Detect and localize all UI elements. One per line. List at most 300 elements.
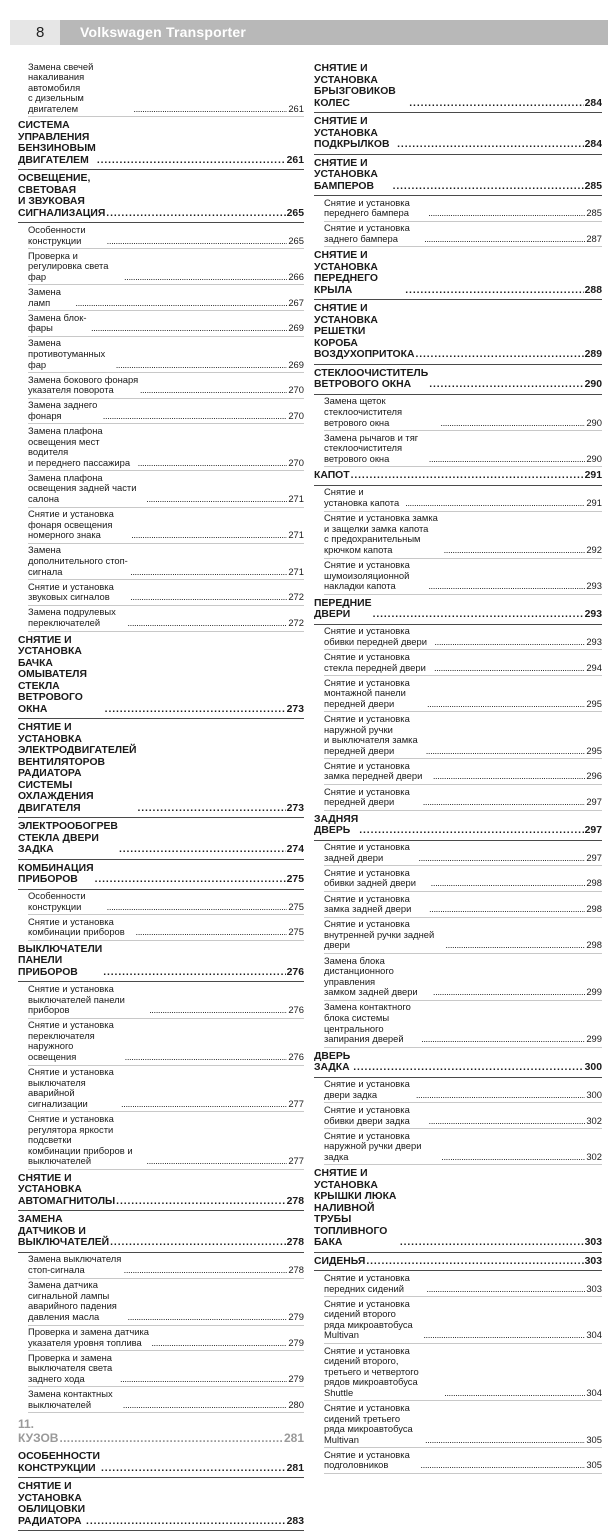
toc-entry-page: 303 bbox=[586, 1282, 602, 1294]
toc-right-column bbox=[314, 60, 602, 1474]
toc-section bbox=[18, 1451, 304, 1478]
dot-leader bbox=[420, 1460, 585, 1471]
toc-entry-title: Снятие и установка подголовников bbox=[324, 1448, 410, 1471]
toc-entry-page: 295 bbox=[586, 697, 602, 709]
dot-leader bbox=[105, 704, 286, 716]
toc-entry-page: 265 bbox=[288, 234, 304, 246]
dot-leader bbox=[421, 1034, 585, 1045]
toc-entry-title: Проверка и замена выключателя света заднего хода bbox=[28, 1351, 113, 1384]
dot-leader bbox=[91, 323, 287, 334]
dot-leader bbox=[393, 181, 584, 193]
toc-subentry bbox=[324, 1078, 602, 1104]
toc-subentry bbox=[28, 1351, 304, 1387]
toc-entry-page: 273 bbox=[286, 802, 304, 814]
dot-leader bbox=[124, 1265, 288, 1276]
toc-entry-title: Замена плафона освещения задней части салона bbox=[28, 471, 137, 505]
dot-leader bbox=[424, 234, 585, 245]
toc-entry-title: СНЯТИЕ И УСТАНОВКА ЭЛЕКТРОДВИГАТЕЛЕЙ ВЕНТИЛЯТОРОВ РАДИАТОРА СИСТЕМЫ ОХЛАЖДЕНИЯ ДВИГАТЕЛЯ bbox=[18, 722, 137, 814]
dot-leader bbox=[351, 470, 584, 482]
toc-subentry bbox=[324, 196, 602, 222]
toc-subentry bbox=[324, 222, 602, 248]
toc-entry-page: 277 bbox=[288, 1097, 304, 1109]
toc-entry-title: 11. КУЗОВ bbox=[18, 1417, 59, 1446]
dot-leader bbox=[140, 385, 288, 396]
toc-entry-page: 290 bbox=[584, 379, 602, 391]
toc-entry-title: Снятие и установка стекла передней двери bbox=[324, 650, 426, 673]
toc-entry-page: 296 bbox=[586, 770, 602, 782]
toc-subentry bbox=[324, 625, 602, 651]
toc-entry-title: СТЕКЛООЧИСТИТЕЛЬ ВЕТРОВОГО ОКНА bbox=[314, 367, 429, 391]
toc-entry-page: 274 bbox=[286, 844, 304, 856]
toc-entry-title: Замена блок-фары bbox=[28, 311, 87, 334]
toc-entry-page: 303 bbox=[584, 1237, 602, 1249]
toc-entry-title: Замена контактных выключателей bbox=[28, 1387, 113, 1410]
toc-section bbox=[18, 722, 304, 818]
toc-entry-page: 270 bbox=[288, 456, 304, 468]
toc-subentry bbox=[324, 1344, 602, 1401]
toc-subentry bbox=[28, 373, 304, 399]
toc-entry-page: 276 bbox=[288, 1004, 304, 1016]
toc-entry-title: СНЯТИЕ И УСТАНОВКА КРЫШКИ ЛЮКА НАЛИВНОЙ ТРУБЫ ТОПЛИВНОГО БАКА bbox=[314, 1168, 397, 1249]
toc-entry-title: Снятие и установка звуковых сигналов bbox=[28, 580, 114, 603]
toc-entry-title: Снятие и установка переднего бампера bbox=[324, 196, 410, 219]
dot-leader bbox=[409, 98, 583, 110]
toc-subentry bbox=[28, 890, 304, 916]
toc-section bbox=[18, 863, 304, 890]
toc-entry-page: 273 bbox=[286, 703, 304, 715]
toc-entry-page: 297 bbox=[586, 851, 602, 863]
toc-entry-page: 261 bbox=[288, 102, 304, 114]
dot-leader bbox=[397, 139, 584, 151]
dot-leader bbox=[151, 1338, 287, 1349]
toc-entry-title: Снятие и установка выключателей панели приборов bbox=[28, 982, 125, 1016]
toc-subentry bbox=[28, 508, 304, 544]
toc-entry-title: Снятие и установка наружной ручки двери задка bbox=[324, 1129, 422, 1162]
dot-leader bbox=[103, 967, 285, 979]
dot-leader bbox=[146, 1156, 287, 1167]
dot-leader bbox=[116, 1196, 285, 1208]
toc-subentry bbox=[28, 1066, 304, 1113]
dot-leader bbox=[429, 379, 583, 391]
toc-entry-page: 287 bbox=[586, 232, 602, 244]
dot-leader bbox=[434, 637, 585, 648]
toc-subentry bbox=[324, 841, 602, 867]
toc-entry-title: СИДЕНЬЯ bbox=[314, 1255, 366, 1267]
toc-entry-title: Замена рычагов и тяг стеклоочистителя ветрового окна bbox=[324, 431, 419, 464]
toc-subentry bbox=[28, 606, 304, 632]
toc-entry-page: 271 bbox=[288, 565, 304, 577]
toc-section bbox=[314, 814, 602, 841]
toc-subentry bbox=[324, 1271, 602, 1297]
toc-entry-title: Снятие и установка замка задней двери bbox=[324, 892, 412, 915]
dot-leader bbox=[405, 498, 585, 509]
toc-section bbox=[314, 470, 602, 486]
dot-leader bbox=[359, 825, 583, 837]
toc-entry-title: Снятие и установка наружной ручки и выключателя замка передней двери bbox=[324, 712, 418, 756]
toc-entry-page: 271 bbox=[288, 529, 304, 541]
dot-leader bbox=[120, 1374, 287, 1385]
toc-entry-title: ЗАДНЯЯ ДВЕРЬ bbox=[314, 813, 359, 837]
toc-entry-page: 303 bbox=[584, 1255, 602, 1267]
dot-leader bbox=[97, 155, 286, 167]
toc-section bbox=[314, 1051, 602, 1078]
toc-entry-page: 281 bbox=[286, 1462, 304, 1474]
toc-entry-page: 295 bbox=[586, 744, 602, 756]
toc-entry-page: 289 bbox=[584, 349, 602, 361]
toc-entry-page: 288 bbox=[584, 284, 602, 296]
toc-entry-title: СНЯТИЕ И УСТАНОВКА ОБЛИЦОВКИ РАДИАТОРА bbox=[18, 1481, 86, 1527]
toc-section bbox=[18, 821, 304, 860]
toc-entry-page: 305 bbox=[586, 1433, 602, 1445]
toc-entry-page: 279 bbox=[288, 1372, 304, 1384]
dot-leader bbox=[429, 904, 585, 915]
toc-subentry bbox=[28, 1253, 304, 1279]
dot-leader bbox=[441, 1152, 585, 1163]
toc-subentry bbox=[324, 759, 602, 785]
toc-entry-page: 281 bbox=[283, 1431, 304, 1446]
dot-leader bbox=[75, 298, 287, 309]
dot-leader bbox=[146, 494, 287, 505]
toc-entry-title: Снятие и установка замка передней двери bbox=[324, 759, 423, 782]
toc-entry-title: Замена плафона освещения мест водителя и переднего пассажира bbox=[28, 424, 131, 468]
page-header bbox=[10, 20, 608, 45]
toc-entry-page: 279 bbox=[288, 1336, 304, 1348]
toc-entry-title: ДВЕРЬ ЗАДКА bbox=[314, 1050, 351, 1074]
toc-entry-page: 293 bbox=[584, 609, 602, 621]
toc-subentry bbox=[324, 866, 602, 892]
toc-entry-title: Особенности конструкции bbox=[28, 890, 86, 912]
dot-leader bbox=[124, 272, 287, 283]
toc-section bbox=[18, 944, 304, 983]
toc-entry-title: СНЯТИЕ И УСТАНОВКА АВТОМАГНИТОЛЫ bbox=[18, 1172, 116, 1207]
toc-subentry bbox=[324, 650, 602, 676]
toc-entry-title: Замена бокового фонаря указателя поворота bbox=[28, 373, 139, 396]
dot-leader bbox=[400, 1237, 584, 1249]
toc-section bbox=[314, 598, 602, 625]
toc-entry-page: 300 bbox=[586, 1088, 602, 1100]
dot-leader bbox=[131, 530, 287, 541]
toc-subentry bbox=[324, 512, 602, 559]
toc-subentry bbox=[324, 559, 602, 595]
toc-entry-title: Особенности конструкции bbox=[28, 223, 86, 246]
toc-section bbox=[314, 250, 602, 300]
toc-entry-title: Замена щеток стеклоочистителя ветрового окна bbox=[324, 395, 403, 428]
toc-entry-title: Снятие и установка комбинации приборов bbox=[28, 915, 125, 938]
toc-entry-page: 283 bbox=[286, 1515, 304, 1527]
toc-entry-title: Замена выключателя стоп-сигнала bbox=[28, 1253, 122, 1276]
toc-entry-title: ОСОБЕННОСТИ КОНСТРУКЦИИ bbox=[18, 1451, 100, 1474]
toc-subentry bbox=[324, 1129, 602, 1165]
dot-leader bbox=[123, 1400, 288, 1411]
toc-entry-page: 275 bbox=[288, 900, 304, 912]
dot-leader bbox=[86, 1516, 286, 1528]
toc-entry-page: 279 bbox=[288, 1310, 304, 1322]
dot-leader bbox=[427, 699, 585, 710]
toc-entry-page: 278 bbox=[286, 1237, 304, 1249]
dot-leader bbox=[423, 797, 586, 808]
toc-subentry bbox=[28, 311, 304, 337]
dot-leader bbox=[444, 1388, 585, 1399]
toc-entry-title: Снятие и установка двери задка bbox=[324, 1078, 410, 1100]
dot-leader bbox=[415, 349, 583, 361]
toc-entry-title: Замена контактного блока системы центрального запирания дверей bbox=[324, 1001, 411, 1045]
toc-entry-page: 269 bbox=[288, 322, 304, 334]
toc-entry-page: 269 bbox=[288, 358, 304, 370]
dot-leader bbox=[125, 1052, 288, 1063]
dot-leader bbox=[353, 1062, 583, 1074]
toc-entry-page: 297 bbox=[584, 825, 602, 837]
toc-entry-title: Снятие и установка обивки двери задка bbox=[324, 1103, 410, 1126]
toc-entry-title: Снятие и установка обивки передней двери bbox=[324, 625, 427, 647]
toc-entry-title: Замена свечей накаливания автомобиля с дизельным двигателем bbox=[28, 60, 94, 114]
toc-entry-page: 290 bbox=[586, 452, 602, 464]
dot-leader bbox=[428, 208, 585, 219]
dot-leader bbox=[130, 567, 287, 578]
toc-entry-page: 304 bbox=[586, 1386, 602, 1398]
toc-section bbox=[18, 1214, 304, 1253]
toc-entry-title: СНЯТИЕ И УСТАНОВКА ПОДКРЫЛКОВ bbox=[314, 116, 390, 150]
toc-subentry bbox=[324, 1401, 602, 1448]
dot-leader bbox=[429, 454, 586, 465]
toc-entry-title: Снятие и установка обивки задней двери bbox=[324, 866, 416, 889]
toc-entry-page: 276 bbox=[288, 1051, 304, 1062]
dot-leader bbox=[128, 1312, 288, 1323]
toc-section bbox=[314, 1256, 602, 1272]
toc-subentry bbox=[324, 431, 602, 467]
dot-leader bbox=[101, 1463, 286, 1475]
toc-subentry bbox=[28, 471, 304, 507]
dot-leader bbox=[373, 609, 584, 621]
toc-section bbox=[314, 116, 602, 155]
toc-entry-title: Замена датчика сигнальной лампы аварийного падения давления масла bbox=[28, 1279, 117, 1322]
toc-subentry bbox=[28, 544, 304, 580]
toc-entry-page: 284 bbox=[584, 139, 602, 150]
toc-entry-page: 291 bbox=[586, 497, 602, 509]
toc-subentry bbox=[324, 712, 602, 759]
toc-entry-title: Снятие и установка шумоизоляционной накладки капота bbox=[324, 559, 410, 592]
toc-entry-page: 278 bbox=[286, 1195, 304, 1207]
toc-left-column bbox=[18, 60, 304, 1531]
toc-entry-title: Снятие и установка передних сидений bbox=[324, 1271, 410, 1294]
dot-leader bbox=[106, 208, 285, 220]
toc-entry-page: 302 bbox=[586, 1114, 602, 1126]
toc-entry-title: Замена заднего фонаря bbox=[28, 399, 98, 421]
toc-entry-page: 280 bbox=[288, 1398, 304, 1410]
toc-section bbox=[18, 1173, 304, 1212]
toc-subentry bbox=[28, 1112, 304, 1169]
toc-entry-page: 302 bbox=[586, 1150, 602, 1162]
dot-leader bbox=[445, 940, 585, 951]
toc-entry-title: Снятие и установка замка и защелки замка капота с предохранительным крючком капота bbox=[324, 512, 438, 555]
dot-leader bbox=[405, 285, 583, 297]
book-title: Volkswagen Transporter bbox=[80, 24, 246, 40]
dot-leader bbox=[137, 803, 285, 815]
toc-section bbox=[18, 173, 304, 223]
toc-subentry bbox=[324, 676, 602, 712]
toc-entry-title: Снятие и установка монтажной панели передней двери bbox=[324, 676, 410, 709]
toc-entry-page: 305 bbox=[586, 1459, 602, 1471]
toc-entry-title: Снятие и установка фонаря освещения номерного знака bbox=[28, 508, 114, 541]
toc-entry-page: 298 bbox=[586, 939, 602, 951]
toc-entry-title: ЭЛЕКТРООБОГРЕВ СТЕКЛА ДВЕРИ ЗАДКА bbox=[18, 821, 118, 856]
toc-section bbox=[18, 1481, 304, 1531]
toc-entry-title: Замена блока дистанционного управления замком задней двери bbox=[324, 954, 418, 998]
toc-entry-title: Замена противотуманных фар bbox=[28, 337, 106, 370]
toc-subentry bbox=[28, 1387, 304, 1413]
toc-subentry bbox=[28, 1326, 304, 1352]
toc-entry-title: Замена подрулевых переключателей bbox=[28, 606, 116, 628]
toc-entry-page: 271 bbox=[288, 493, 304, 505]
toc-subentry bbox=[28, 1279, 304, 1326]
page-number: 8 bbox=[10, 20, 60, 45]
dot-leader bbox=[138, 458, 288, 469]
toc-entry-title: Снятие и установка передней двери bbox=[324, 785, 410, 808]
toc-subentry bbox=[324, 486, 602, 512]
toc-entry-page: 294 bbox=[586, 661, 602, 673]
toc-entry-title: СНЯТИЕ И УСТАНОВКА ПЕРЕДНЕГО КРЫЛА bbox=[314, 250, 378, 296]
toc-entry-page: 275 bbox=[288, 926, 304, 938]
toc-entry-page: 292 bbox=[586, 543, 602, 555]
dot-leader bbox=[418, 853, 585, 864]
toc-entry-title: ЗАМЕНА ДАТЧИКОВ И ВЫКЛЮЧАТЕЛЕЙ bbox=[18, 1214, 110, 1249]
toc-section bbox=[18, 635, 304, 720]
toc-subentry bbox=[324, 954, 602, 1001]
toc-entry-title: ВЫКЛЮЧАТЕЛИ ПАНЕЛИ ПРИБОРОВ bbox=[18, 943, 103, 978]
toc-entry-page: 275 bbox=[286, 874, 304, 886]
toc-entry-page: 304 bbox=[586, 1329, 602, 1341]
toc-entry-page: 290 bbox=[586, 416, 602, 428]
toc-entry-page: 291 bbox=[584, 470, 602, 482]
dot-leader bbox=[119, 844, 286, 856]
toc-subentry bbox=[28, 915, 304, 941]
toc-entry-page: 285 bbox=[586, 207, 602, 219]
toc-subentry bbox=[28, 285, 304, 311]
dot-leader bbox=[428, 581, 585, 592]
dot-leader bbox=[444, 545, 586, 556]
toc-subentry bbox=[28, 1019, 304, 1066]
toc-entry-title: Снятие и установка внутренней ручки задней двери bbox=[324, 918, 435, 951]
dot-leader bbox=[433, 771, 586, 782]
toc-subentry bbox=[324, 1001, 602, 1048]
dot-leader bbox=[95, 874, 286, 886]
toc-subentry bbox=[324, 1448, 602, 1474]
toc-entry-title: Снятие и установка сидений третьего ряда микроавтобуса Multivan bbox=[324, 1401, 413, 1445]
toc-entry-page: 285 bbox=[584, 180, 602, 192]
toc-entry-title: КАПОТ bbox=[314, 470, 350, 482]
dot-leader bbox=[426, 1284, 585, 1295]
toc-section bbox=[314, 368, 602, 395]
toc-entry-title: Снятие и установка капота bbox=[324, 486, 400, 509]
dot-leader bbox=[423, 1330, 585, 1341]
toc-entry-page: 270 bbox=[288, 384, 304, 396]
toc-entry-title: Снятие и установка регулятора яркости подсветки комбинации приборов и выключателей bbox=[28, 1112, 133, 1167]
toc-subentry bbox=[324, 892, 602, 918]
dot-leader bbox=[425, 1435, 585, 1446]
toc-subentry bbox=[28, 223, 304, 249]
toc-entry-page: 270 bbox=[288, 409, 304, 421]
dot-leader bbox=[103, 411, 288, 422]
dot-leader bbox=[110, 1237, 286, 1249]
toc-entry-page: 276 bbox=[286, 966, 304, 978]
toc-entry-page: 298 bbox=[586, 877, 602, 889]
toc-section bbox=[314, 63, 602, 113]
dot-leader bbox=[429, 1116, 586, 1127]
dot-leader bbox=[133, 104, 287, 115]
toc-section bbox=[314, 158, 602, 197]
dot-leader bbox=[426, 746, 586, 757]
toc-subentry bbox=[324, 785, 602, 811]
dot-leader bbox=[135, 927, 287, 938]
toc-entry-title: ПЕРЕДНИЕ ДВЕРИ bbox=[314, 597, 372, 621]
dot-leader bbox=[130, 592, 287, 603]
toc-entry-page: 284 bbox=[584, 97, 602, 109]
toc-entry-page: 299 bbox=[586, 1033, 602, 1045]
toc-subentry bbox=[28, 60, 304, 117]
dot-leader bbox=[107, 236, 288, 247]
toc-entry-page: 266 bbox=[288, 270, 304, 282]
dot-leader bbox=[366, 1256, 583, 1268]
toc-subentry bbox=[28, 982, 304, 1018]
toc-entry-page: 299 bbox=[586, 986, 602, 998]
toc-entry-page: 293 bbox=[586, 635, 602, 647]
toc-entry-page: 272 bbox=[288, 591, 304, 603]
toc-entry-title: КОМБИНАЦИЯ ПРИБОРОВ bbox=[18, 862, 94, 886]
toc-entry-page: 300 bbox=[584, 1062, 602, 1074]
dot-leader bbox=[121, 1099, 287, 1110]
dot-leader bbox=[440, 418, 585, 429]
toc-entry-title: Проверка и замена датчика указателя уровня топлива bbox=[28, 1326, 150, 1348]
toc-entry-page: 261 bbox=[286, 154, 304, 166]
toc-entry-page: 267 bbox=[288, 296, 304, 308]
dot-leader bbox=[116, 360, 288, 371]
toc-subentry bbox=[324, 918, 602, 954]
dot-leader bbox=[149, 1005, 287, 1016]
dot-leader bbox=[127, 618, 287, 629]
toc-entry-title: Снятие и установка заднего бампера bbox=[324, 222, 410, 244]
toc-entry-page: 265 bbox=[286, 207, 304, 219]
toc-entry-title: Проверка и регулировка света фар bbox=[28, 249, 109, 282]
toc-entry-title: СНЯТИЕ И УСТАНОВКА РЕШЕТКИ КОРОБА ВОЗДУХОПРИТОКА bbox=[314, 303, 415, 361]
toc-entry-title: СНЯТИЕ И УСТАНОВКА БРЫЗГОВИКОВ КОЛЕС bbox=[314, 63, 396, 109]
toc-entry-title: Снятие и установка выключателя аварийной сигнализации bbox=[28, 1066, 114, 1109]
toc-entry-page: 293 bbox=[586, 580, 602, 592]
toc-entry-page: 277 bbox=[288, 1155, 304, 1167]
dot-leader bbox=[59, 1431, 283, 1445]
toc-entry-page: 297 bbox=[586, 796, 602, 808]
toc-entry-page: 298 bbox=[586, 903, 602, 915]
toc-subentry bbox=[324, 1103, 602, 1129]
toc-entry-page: 278 bbox=[288, 1264, 304, 1276]
dot-leader bbox=[431, 878, 586, 889]
toc-subentry bbox=[324, 1297, 602, 1344]
toc-entry-title: Замена ламп bbox=[28, 285, 61, 308]
toc-subentry bbox=[28, 399, 304, 425]
toc-subentry bbox=[28, 249, 304, 285]
toc-section bbox=[314, 1168, 602, 1253]
toc-subentry bbox=[324, 395, 602, 431]
toc-section bbox=[18, 120, 304, 170]
toc-section bbox=[314, 303, 602, 365]
dot-leader bbox=[433, 987, 585, 998]
toc-subentry bbox=[28, 580, 304, 606]
dot-leader bbox=[416, 1090, 586, 1101]
toc-entry-title: Снятие и установка задней двери bbox=[324, 841, 410, 863]
toc-subentry bbox=[28, 337, 304, 373]
toc-entry-title: Снятие и установка сидений второго, третьего и четвертого рядов микроавтобуса Shuttle bbox=[324, 1344, 419, 1398]
toc-entry-title: Замена дополнительного стоп-сигнала bbox=[28, 544, 128, 577]
dot-leader bbox=[107, 902, 288, 913]
toc-chapter bbox=[18, 1417, 304, 1448]
